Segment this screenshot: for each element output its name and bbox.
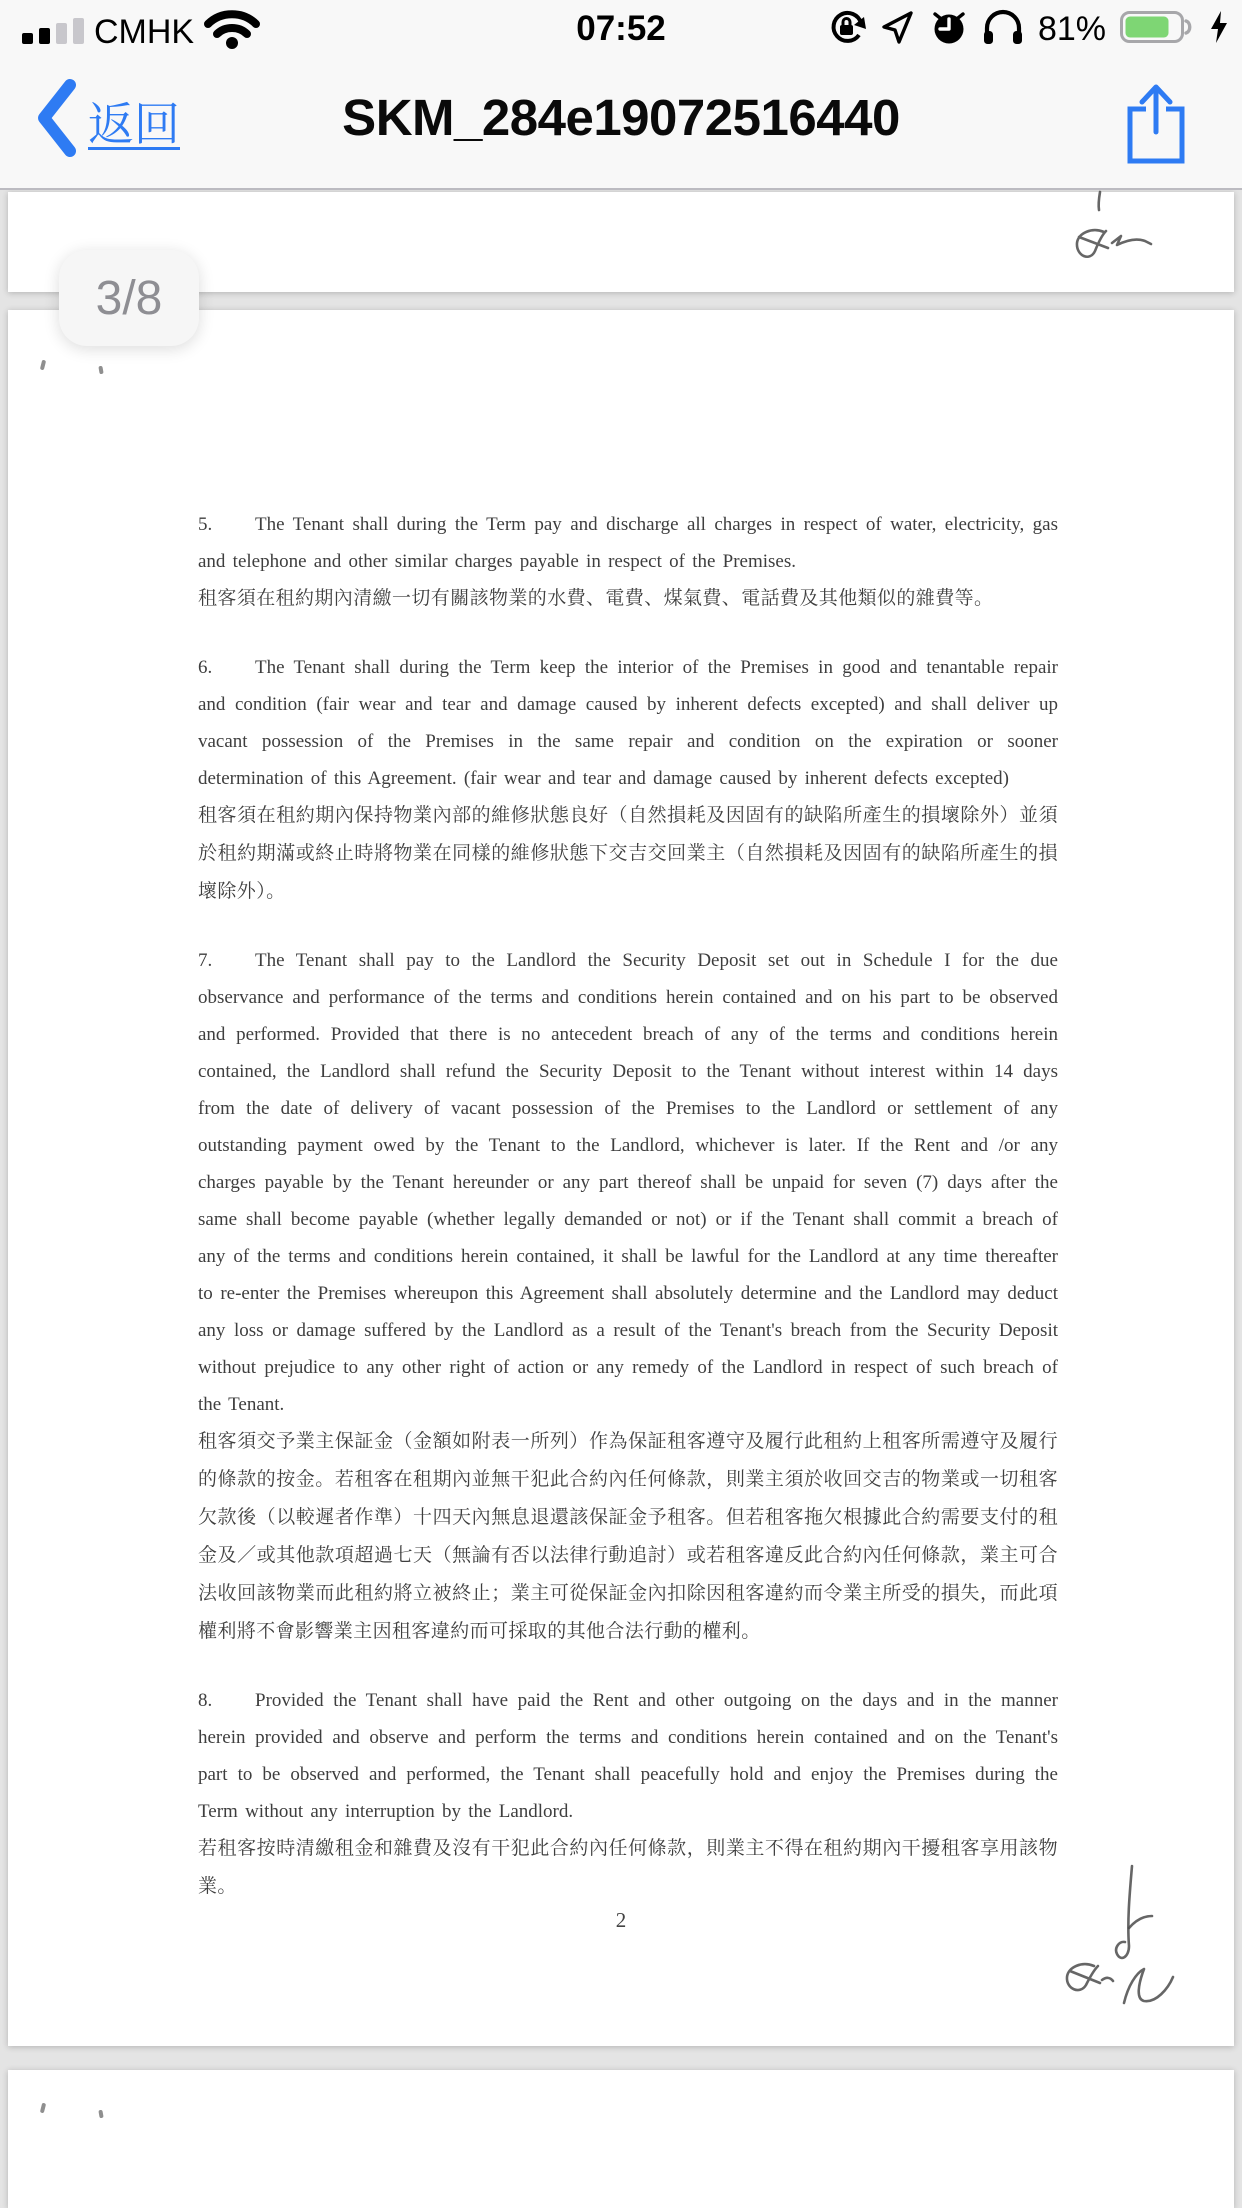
scan-speck — [40, 2103, 46, 2114]
clause-chinese: 租客須交予業主保証金（金額如附表一所列）作為保証租客遵守及履行此租約上租客所需遵守及履行的條款的按金。若租客在租期內並無干犯此合約內任何條款，則業主須於收回交吉的物業或一切租客欠款後（以較遲者作準）十四天內無息退還該保証金予租客。但若租客拖欠根據此合約需要支付的租金及／或其他款項超過七天（無論有否以法律行動追討）或若租客違反此合約內任何條款，業主可合法收回該物業而此租約將立被終止；業主可從保証金內扣除因租客違約而令業主所受的損失，而此項權利將不會影響業主因租客違約而可採取的其他合法行動的權利。 — [198, 1431, 1058, 1642]
share-icon — [1126, 151, 1186, 168]
clause-number: 6. — [198, 657, 213, 678]
clause-english: 7. The Tenant shall pay to the Landlord the Security Deposit set out in Schedule I for the due observance and performance of the terms and conditions herein contained and on his part to be observed and performed. Provided that there is no antecedent breach of any of the terms and conditions herein contained, the Landlord shall refund the Security Deposit to the Tenant without interest within 14 days from the date of delivery of vacant possession of the Premises to the Landlord or settlement of any outstanding payment owed by the Tenant to the Landlord, whichever is later. If the Rent and /or any charges payable by the Tenant hereunder or any part thereof shall be unpaid for seven (7) days after the same shall become payable (whether legally demanded or not) or if the Tenant shall commit a breach of any of the terms and conditions herein contained, it shall be lawful for the Landlord at any time thereafter to re-enter the Premises whereupon this Agreement shall absolutely determine and the Landlord may deduct any loss or damage suffered by the Landlord as a result of the Tenant's breach from the Security Deposit without prejudice to any other right of action or any remedy of the Landlord in respect of such breach of the Tenant. — [198, 942, 1058, 1423]
page-number: 2 — [615, 1908, 627, 1932]
clause-5 — [198, 506, 1058, 618]
clause-8 — [198, 1682, 1058, 1906]
clause-chinese: 租客須在租約期內保持物業內部的維修狀態良好（自然損耗及因固有的缺陷所產生的損壞除外）並須於租約期滿或終止時將物業在同樣的維修狀態下交吉交回業主（自然損耗及因固有的缺陷所產生的損壞除外）。 — [198, 805, 1058, 902]
page-indicator-badge: 3/8 — [59, 250, 199, 346]
clause-7 — [198, 942, 1058, 1651]
document-scroll-area[interactable] — [0, 190, 1242, 2208]
signature-mark — [1022, 1858, 1182, 2023]
signature-mark — [1042, 190, 1172, 290]
back-button-label: 返回 — [88, 97, 180, 150]
top-chrome — [0, 0, 1242, 190]
clause-number: 8. — [198, 1690, 213, 1711]
rotation-lock-icon — [826, 8, 866, 51]
battery-icon — [1120, 11, 1194, 48]
clause-english: 5. The Tenant shall during the Term pay and discharge all charges in respect of water, electricity, gas and telephone and other similar charges payable in respect of the Premises. — [198, 506, 1058, 580]
location-icon — [880, 9, 916, 50]
clause-chinese: 若租客按時清繳租金和雜費及沒有干犯此合約內任何條款，則業主不得在租約期內干擾租客享用該物業。 — [198, 1838, 1058, 1897]
share-button[interactable] — [1126, 82, 1186, 169]
document-title: SKM_284e19072516440 — [342, 89, 900, 146]
charging-bolt-icon — [1208, 10, 1230, 49]
scanned-page — [8, 310, 1234, 2046]
nav-bar — [0, 54, 1242, 188]
clause-6 — [198, 649, 1058, 911]
agreement-text — [8, 310, 1234, 2046]
clause-english: 6. The Tenant shall during the Term keep the interior of the Premises in good and tenantable repair and condition (fair wear and tear and damage caused by inherent defects excepted) and shall deliver up vacant possession of the Premises in the same repair and condition on the expiration or sooner determination of this Agreement. (fair wear and tear and damage caused by inherent defects excepted) — [198, 649, 1058, 797]
scan-speck — [98, 2110, 103, 2119]
clause-number: 5. — [198, 514, 213, 535]
battery-percent-label: 81% — [1037, 10, 1106, 48]
headphones-icon — [982, 9, 1024, 50]
alarm-icon — [930, 8, 968, 51]
status-time: 07:52 — [576, 9, 666, 48]
status-right-cluster — [826, 8, 1230, 51]
status-bar — [0, 0, 1242, 54]
clause-chinese: 租客須在租約期內清繳一切有關該物業的水費、電費、煤氣費、電話費及其他類似的雜費等。 — [198, 588, 994, 609]
clause-number: 7. — [198, 950, 213, 971]
carrier-label: CMHK — [94, 13, 195, 51]
next-page-fragment — [8, 2070, 1234, 2208]
clause-english: 8. Provided the Tenant shall have paid the Rent and other outgoing on the days and in the manner herein provided and observe and perform the terms and conditions herein contained and on the Tenant's part to be observed and performed, the Tenant shall peacefully hold and enjoy the Premises during the Term without any interruption by the Landlord. — [198, 1682, 1058, 1830]
